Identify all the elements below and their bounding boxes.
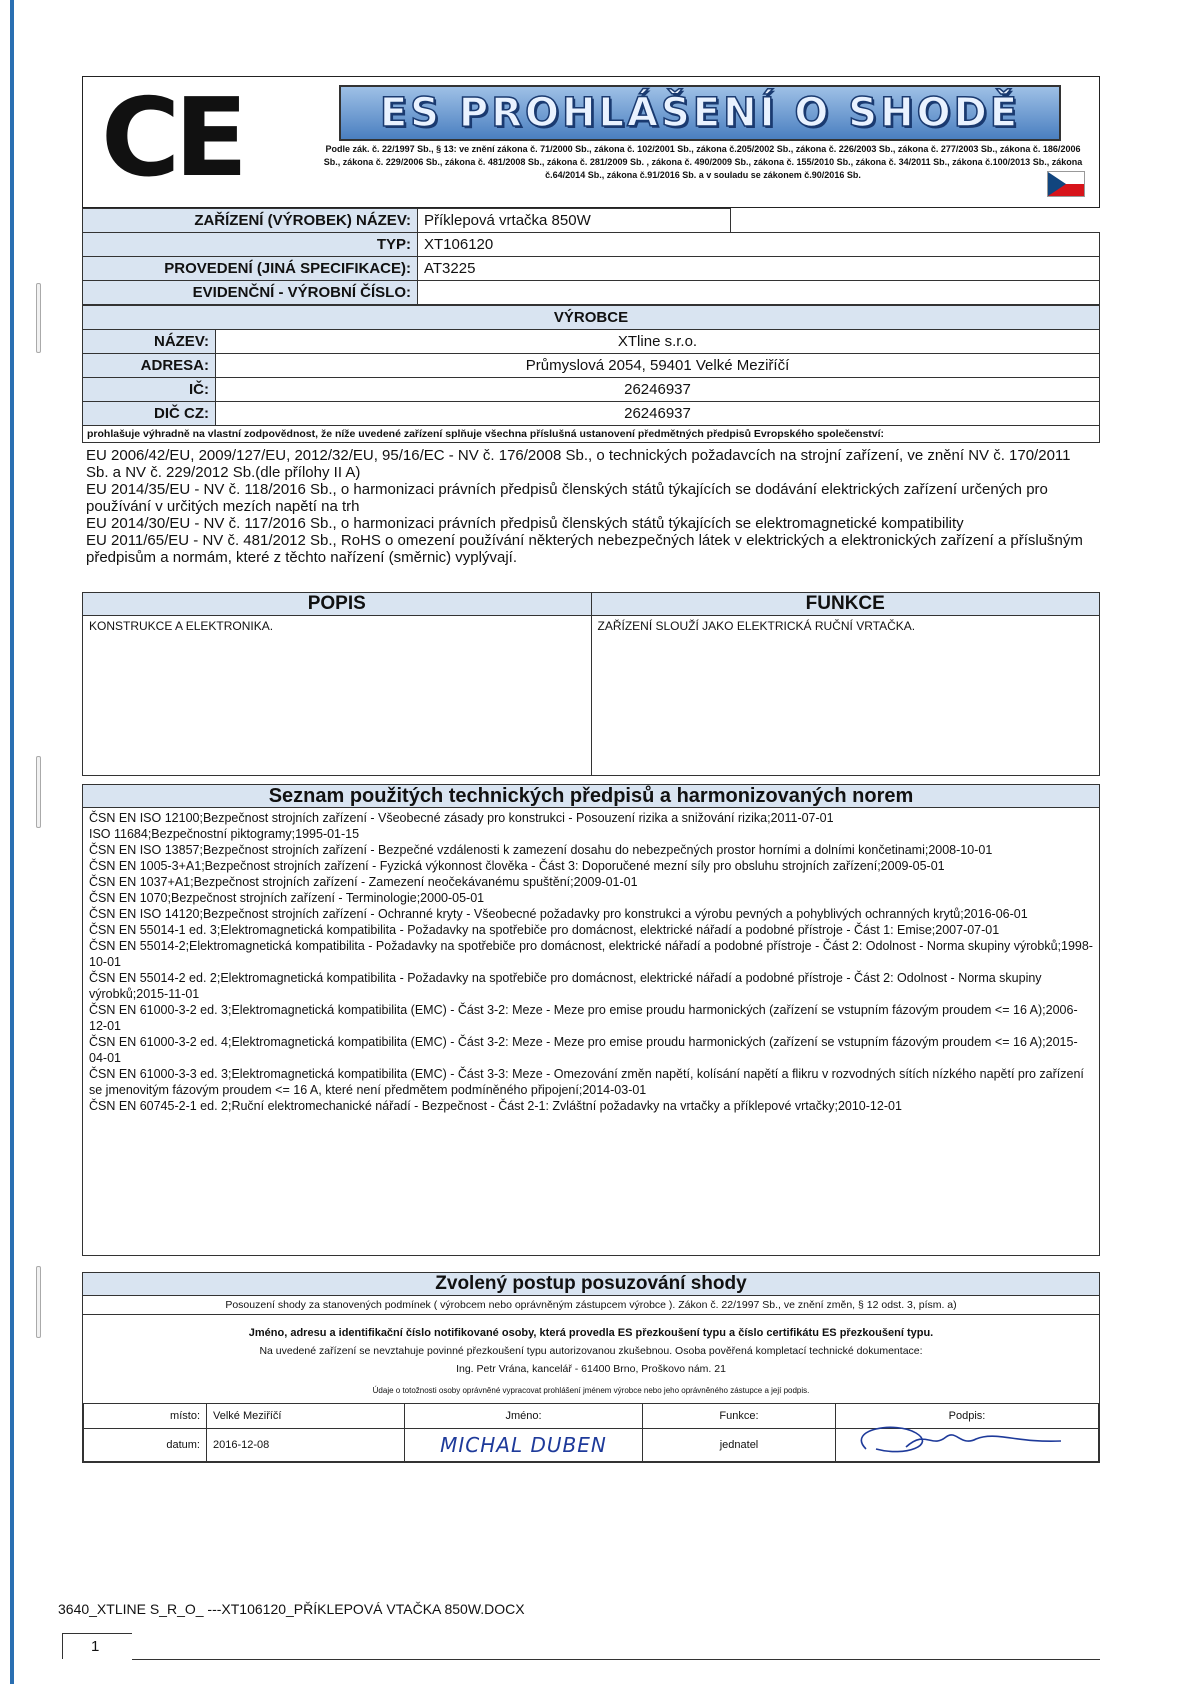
name-label: Jméno:: [405, 1404, 643, 1429]
notified-body-heading: Jméno, adresu a identifikační číslo notifikované osoby, která provedla ES přezkoušení typu a číslo certifikátu ES přezkoušení typu.: [248, 1327, 934, 1339]
place-label: místo:: [84, 1404, 207, 1429]
signature-block: [83, 1403, 1099, 1462]
table-row: [83, 378, 1100, 402]
standard-item: ČSN EN 55014-1 ed. 3;Elektromagnetická kompatibilita - Požadavky na spotřebiče pro domácnost, elektrické nářadí a podobné přístroje - Část 1: Emise;2007-07-01: [89, 923, 1000, 937]
function-text: ZAŘÍZENÍ SLOUŽÍ JAKO ELEKTRICKÁ RUČNÍ VRTAČKA.: [597, 619, 916, 633]
function-value: jednatel: [643, 1429, 836, 1462]
device-name-label: ZAŘÍZENÍ (VÝROBEK) NÁZEV:: [83, 209, 418, 233]
declaration-statement: prohlašuje výhradně na vlastní zodpovědnost, že níže uvedené zařízení splňuje všechna příslušná ustanovení předmětných předpisů Evropského společenství:: [82, 426, 1100, 443]
standard-item: ČSN EN ISO 13857;Bezpečnost strojních zařízení - Bezpečné vzdálenosti k zamezení dosahu do nebezpečných prostor horními a dolními končetinami;2008-10-01: [89, 843, 993, 857]
device-serial-label: EVIDENČNÍ - VÝROBNÍ ČÍSLO:: [83, 281, 418, 305]
device-type-label: TYP:: [83, 233, 418, 257]
page-number: 1: [62, 1633, 132, 1659]
sign-label: Podpis:: [836, 1404, 1099, 1429]
scan-mark: [36, 756, 41, 828]
document-frame: [82, 76, 1100, 1463]
scan-mark: [36, 1266, 41, 1338]
scan-mark: [36, 283, 41, 353]
standard-item: ČSN EN 61000-3-3 ed. 3;Elektromagnetická kompatibilita (EMC) - Část 3-3: Meze - Omezování změn napětí, kolísání napětí a flikru v rozvodných sítích nízkého napětí pro zařízení se jmenovitým fázovým proudem <= 16 A, které není předmětem podmíněného připojení;2014-03-01: [89, 1067, 1084, 1097]
signature-image: [836, 1419, 1066, 1459]
czech-flag-icon: [1047, 171, 1085, 197]
description-function-section: [82, 592, 1100, 776]
notified-body-text: Na uvedené zařízení se nevztahuje povinné přezkoušení typu autorizovanou zkušebnou. Osoba pověřená kompletací technické dokumentace:: [259, 1345, 923, 1357]
header: [82, 76, 1100, 208]
place-value: Velké Meziříčí: [207, 1404, 405, 1429]
scan-edge: [10, 0, 14, 1684]
responsible-person: Ing. Petr Vrána, kancelář - 61400 Brno, Proškovo nám. 21: [456, 1363, 726, 1375]
function-column: [592, 593, 1100, 775]
date-value: 2016-12-08: [207, 1429, 405, 1462]
manufacturer-table: [82, 305, 1100, 426]
description-text: KONSTRUKCE A ELEKTRONIKA.: [89, 619, 274, 633]
manufacturer-heading: VÝROBCE: [83, 306, 1100, 330]
standards-heading: Seznam použitých technických předpisů a harmonizovaných norem: [83, 785, 1099, 808]
description-heading: POPIS: [83, 593, 591, 616]
function-label: Funkce:: [643, 1404, 836, 1429]
table-row: [83, 354, 1100, 378]
function-heading: FUNKCE: [592, 593, 1100, 616]
conformity-heading: Zvolený postup posuzování shody: [83, 1273, 1099, 1296]
directive-item: EU 2014/35/EU - NV č. 118/2016 Sb., o harmonizaci právních předpisů členských států týkajících se dodávání elektrických zařízení určených pro používání v určitých mezích napětí na trh: [86, 481, 1048, 515]
manufacturer-dic-label: DIČ CZ:: [83, 402, 216, 426]
manufacturer-ic-value: 26246937: [216, 378, 1100, 402]
standard-item: ČSN EN 60745-2-1 ed. 2;Ruční elektromechanické nářadí - Bezpečnost - Část 2-1: Zvláštní požadavky na vrtačky a příklepové vrtačky;2010-12-01: [89, 1099, 902, 1113]
date-label: datum:: [84, 1429, 207, 1462]
standard-item: ČSN EN 55014-2;Elektromagnetická kompatibilita - Požadavky na spotřebiče pro domácnost, elektrické nářadí a podobné přístroje - Část 2: Odolnost - Norma skupiny výrobků;1998-10-01: [89, 939, 1093, 969]
device-name-value: Příklepová vrtačka 850W: [418, 209, 731, 233]
title-banner: [339, 85, 1061, 141]
directive-item: EU 2006/42/EU, 2009/127/EU, 2012/32/EU, 95/16/EC - NV č. 176/2008 Sb., o technických požadavcích na strojní zařízení, ve znění NV č. 170/2011 Sb. a NV č. 229/2012 Sb.(dle přílohy II A): [86, 447, 1071, 481]
standard-item: ČSN EN 1070;Bezpečnost strojních zařízení - Terminologie;2000-05-01: [89, 891, 485, 905]
device-serial-value: [418, 281, 1100, 305]
manufacturer-ic-label: IČ:: [83, 378, 216, 402]
standard-item: ISO 11684;Bezpečnostní piktogramy;1995-01-15: [89, 827, 360, 841]
table-row: [83, 209, 1100, 233]
table-row: [83, 330, 1100, 354]
page-rule: [132, 1659, 1100, 1660]
standards-section: [82, 784, 1100, 1256]
manufacturer-dic-value: 26246937: [216, 402, 1100, 426]
device-variant-label: PROVEDENÍ (JINÁ SPECIFIKACE):: [83, 257, 418, 281]
table-row: [83, 233, 1100, 257]
table-row: [83, 306, 1100, 330]
standard-item: ČSN EN 61000-3-2 ed. 4;Elektromagnetická kompatibilita (EMC) - Část 3-2: Meze - Meze pro emise proudu harmonických (zařízení se vstupním fázovým proudem <= 16 A);2015-04-01: [89, 1035, 1078, 1065]
manufacturer-name-label: NÁZEV:: [83, 330, 216, 354]
standard-item: ČSN EN ISO 14120;Bezpečnost strojních zařízení - Ochranné kryty - Všeobecné požadavky pro konstrukci a výrobu pevných a pohyblivých ochranných krytů;2016-06-01: [89, 907, 1028, 921]
manufacturer-name-value: XTline s.r.o.: [216, 330, 1100, 354]
description-column: [83, 593, 592, 775]
legal-basis: Podle zák. č. 22/1997 Sb., § 13: ve znění zákona č. 71/2000 Sb., zákona č. 102/2001 Sb., zákona č.205/2002 Sb., zákona č. 226/2003 Sb., zákona č. 277/2003 Sb., zákona č. 186/2006 Sb., zákona č. 229/2006 Sb., zákona č. 481/2008 Sb., zákona č. 281/2009 Sb. , zákona č. 490/2009 Sb., zákona č. 155/2010 Sb., zákona č. 34/2011 Sb., zákona č.100/2013 Sb., zákona č.64/2014 Sb., zákona č.91/2016 Sb. a v souladu se zákonem č.90/2016 Sb.: [323, 144, 1083, 180]
conformity-procedure: Posouzení shody za stanovených podmínek ( výrobcem nebo oprávněným zástupcem výrobce ). Zákon č. 22/1997 Sb., ve znění změn, § 12 odst. 3, písm. a): [83, 1296, 1099, 1315]
directives-list: [82, 443, 1100, 582]
table-row: [83, 281, 1100, 305]
standard-item: ČSN EN 1037+A1;Bezpečnost strojních zařízení - Zamezení neočekávanému spuštění;2009-01-01: [89, 875, 638, 889]
standard-item: ČSN EN 1005-3+A1;Bezpečnost strojních zařízení - Fyzická výkonnost člověka - Část 3: Doporučené mezní síly pro obsluhu strojních zařízení;2009-05-01: [89, 859, 945, 873]
table-row: [83, 257, 1100, 281]
device-table: [82, 208, 1100, 305]
identity-note: Údaje o totožnosti osoby oprávněné vypracovat prohlášení jménem výrobce nebo jeho oprávněného zástupce a její podpis.: [372, 1386, 810, 1395]
page-title: ES PROHLÁŠENÍ O SHODĚ: [379, 90, 1021, 136]
directive-item: EU 2014/30/EU - NV č. 117/2016 Sb., o harmonizaci právních předpisů členských států týkajících se elektromagnetické kompatibility: [86, 515, 964, 532]
standard-item: ČSN EN 61000-3-2 ed. 3;Elektromagnetická kompatibilita (EMC) - Část 3-2: Meze - Meze pro emise proudu harmonických (zařízení se vstupním fázovým proudem <= 16 A);2006-12-01: [89, 1003, 1078, 1033]
manufacturer-address-value: Průmyslová 2054, 59401 Velké Meziříčí: [216, 354, 1100, 378]
handwritten-name: MICHAL DUBEN: [440, 1433, 607, 1457]
directive-item: EU 2011/65/EU - NV č. 481/2012 Sb., RoHS o omezení používání některých nebezpečných látek v elektrických a elektronických zařízení a příslušným předpisům a normám, které z těchto nařízení (směrnic) vyplývají.: [86, 532, 1083, 566]
table-row: [84, 1429, 1099, 1462]
manufacturer-address-label: ADRESA:: [83, 354, 216, 378]
footer-filename: 3640_XTLINE S_R_O_ ---XT106120_PŘÍKLEPOVÁ VTAČKA 850W.DOCX: [58, 1601, 525, 1617]
table-row: [83, 402, 1100, 426]
conformity-section: [82, 1272, 1100, 1463]
standard-item: ČSN EN ISO 12100;Bezpečnost strojních zařízení - Všeobecné zásady pro konstrukci - Posouzení rizika a snižování rizika;2011-07-01: [89, 811, 834, 825]
standards-list: [83, 808, 1099, 1116]
ce-mark: CE: [101, 76, 243, 201]
standard-item: ČSN EN 55014-2 ed. 2;Elektromagnetická kompatibilita - Požadavky na spotřebiče pro domácnost, elektrické nářadí a podobné přístroje - Část 2: Odolnost - Norma skupiny výrobků;2015-11-01: [89, 971, 1042, 1001]
device-type-value: XT106120: [418, 233, 1100, 257]
device-variant-value: AT3225: [418, 257, 1100, 281]
